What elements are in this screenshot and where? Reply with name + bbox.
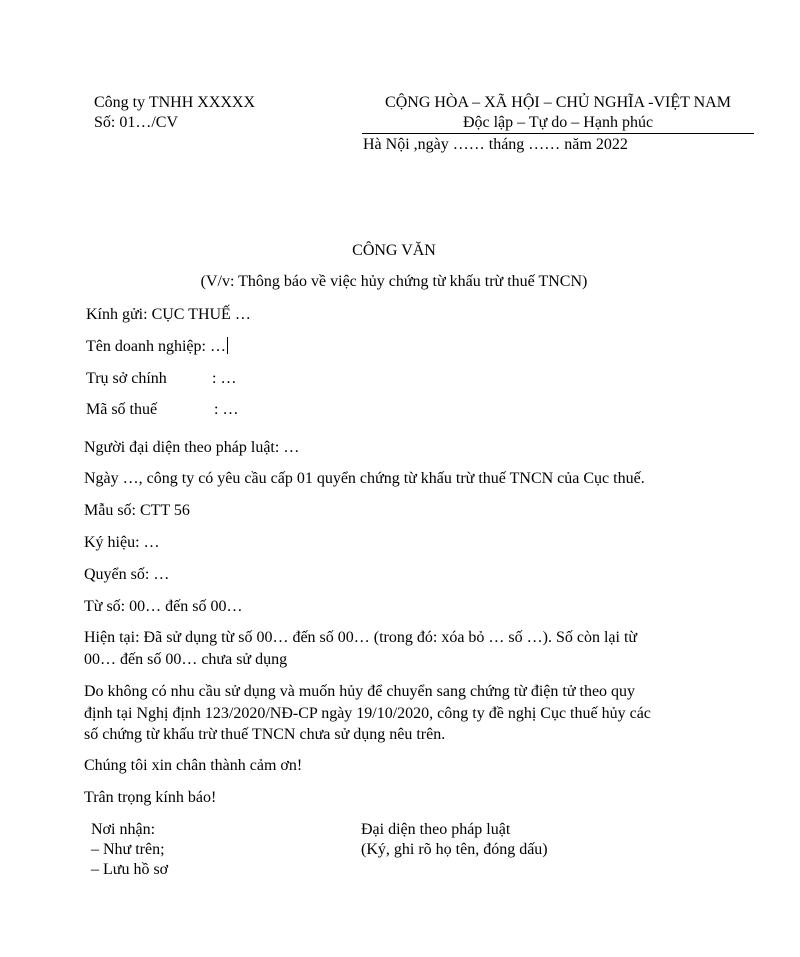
recipients-item-2: – Lưu hồ sơ	[91, 861, 169, 878]
signature-title: Đại diện theo pháp luật	[361, 821, 511, 838]
current-status-line-2: 00… đến số 00… chưa sử dụng	[84, 651, 288, 668]
form-number-line: Mẫu số: CTT 56	[84, 502, 190, 519]
company-field-text: Tên doanh nghiệp: …	[86, 338, 226, 355]
current-status-line-1: Hiện tại: Đã sử dụng từ số 00… đến số 00… (trong đó: xóa bỏ … số …). Số còn lại từ	[84, 629, 638, 646]
recipients-item-1: – Như trên;	[91, 841, 165, 858]
regards-line: Trân trọng kính báo!	[84, 789, 217, 806]
symbol-line: Ký hiệu: …	[84, 534, 160, 551]
request-line: Ngày …, công ty có yêu cầu cấp 01 quyển chứng từ khấu trừ thuế TNCN của Cục thuế.	[84, 470, 645, 487]
tax-code-label: Mã số thuế	[86, 401, 158, 418]
legal-representative-line: Người đại diện theo pháp luật: …	[84, 439, 300, 456]
tax-code-value: : …	[214, 401, 239, 418]
place-date: Hà Nội ,ngày …… tháng …… năm 2022	[363, 136, 628, 153]
document-subject: (V/v: Thông báo về việc hủy chứng từ khấu trừ thuế TNCN)	[200, 273, 588, 290]
recipient-line: Kính gửi: CỤC THUẾ …	[86, 306, 251, 323]
headquarters-label: Trụ sở chính	[86, 370, 167, 387]
text-cursor	[227, 337, 228, 354]
company-name: Công ty TNHH XXXXX	[94, 94, 256, 111]
header-underline	[362, 133, 754, 134]
reason-line-3: số chứng từ khấu trừ thuế TNCN chưa sử dụng nêu trên.	[84, 726, 446, 743]
headquarters-line	[86, 369, 236, 389]
company-field[interactable]	[86, 337, 228, 357]
national-motto: Độc lập – Tự do – Hạnh phúc	[462, 114, 654, 131]
thanks-line: Chúng tôi xin chân thành cảm ơn!	[84, 757, 303, 774]
signature-instruction: (Ký, ghi rõ họ tên, đóng dấu)	[361, 841, 548, 858]
recipients-heading: Nơi nhận:	[91, 821, 156, 838]
national-title: CỘNG HÒA – XÃ HỘI – CHỦ NGHĨA -VIỆT NAM	[385, 94, 731, 111]
number-range-line: Từ số: 00… đến số 00…	[84, 598, 243, 615]
book-number-line: Quyển số: …	[84, 566, 170, 583]
reason-line-1: Do không có nhu cầu sử dụng và muốn hủy để chuyển sang chứng từ điện tử theo quy	[84, 683, 636, 700]
document-title: CÔNG VĂN	[352, 242, 436, 259]
tax-code-line	[86, 400, 238, 420]
reason-line-2: định tại Nghị định 123/2020/NĐ-CP ngày 19/10/2020, công ty đề nghị Cục thuế hủy các	[84, 705, 651, 722]
document-number: Số: 01…/CV	[94, 114, 179, 131]
headquarters-value: : …	[212, 370, 237, 387]
